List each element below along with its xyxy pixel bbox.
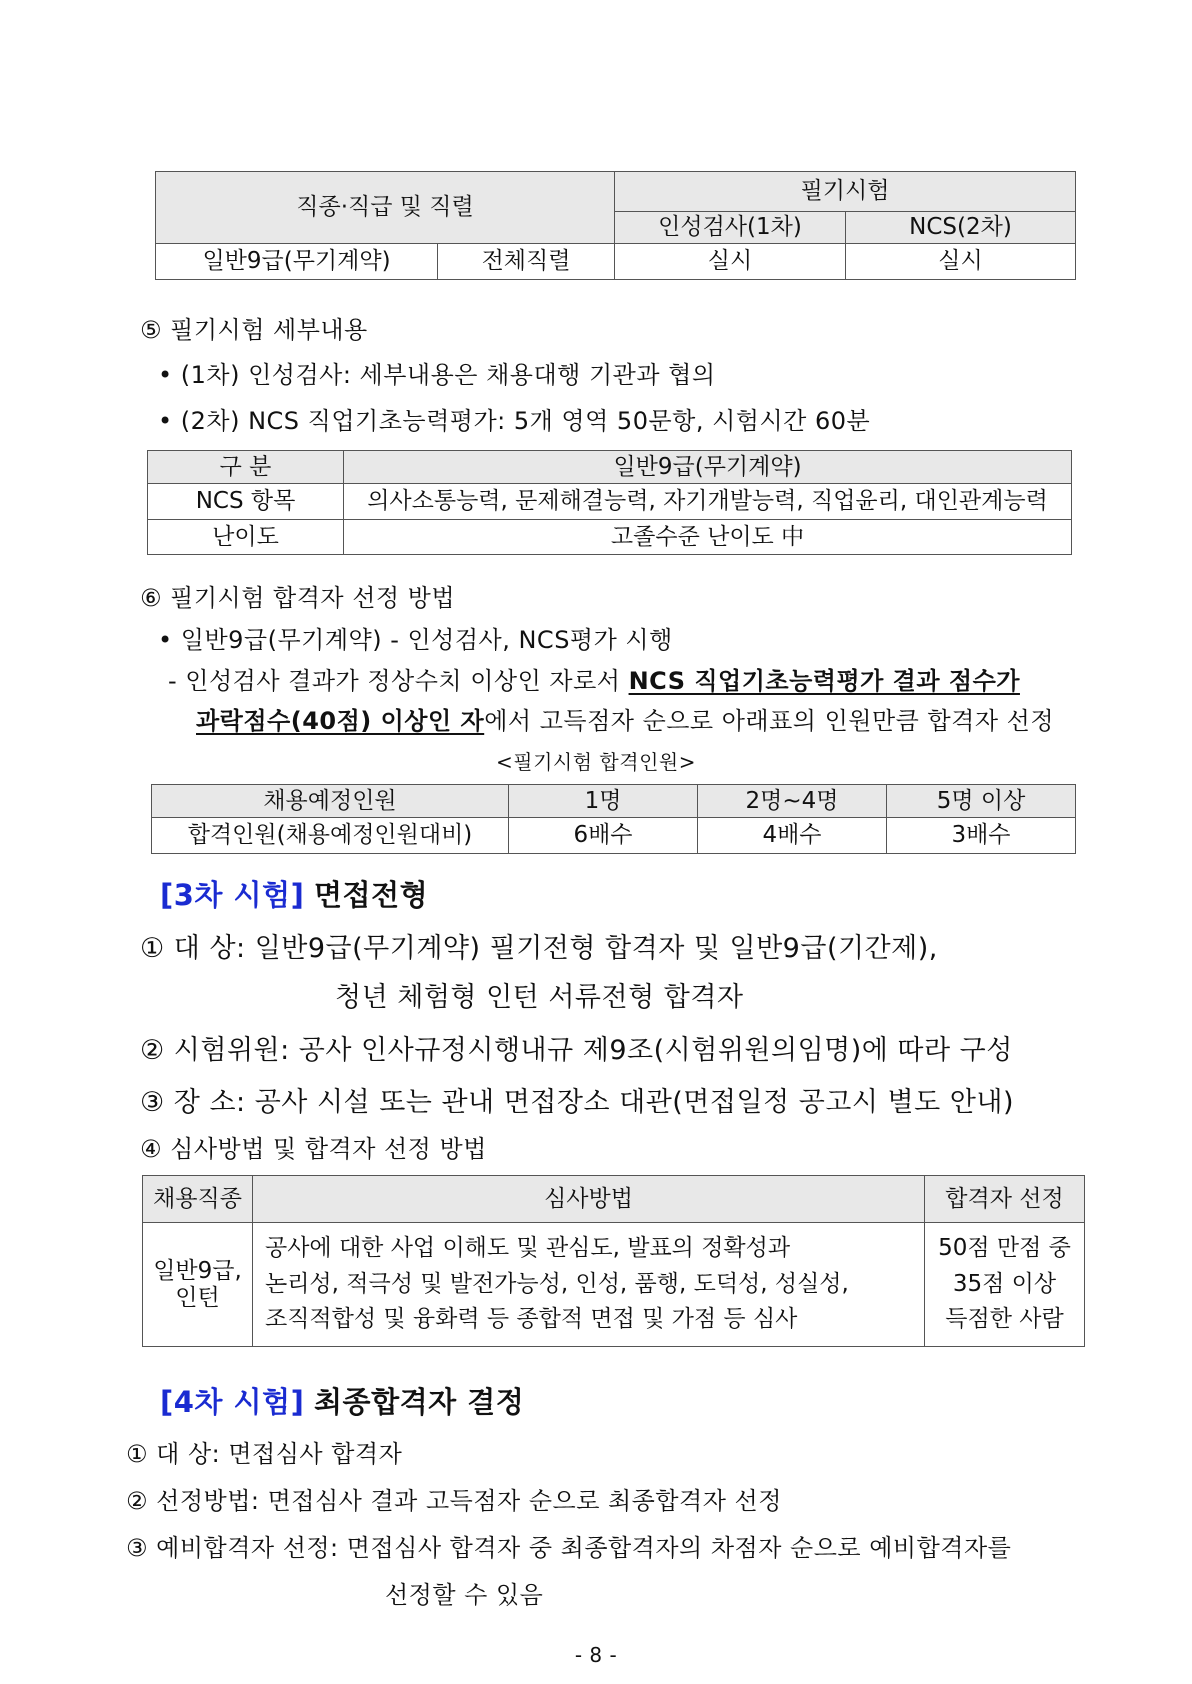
section-title: 최종합격자 결정	[314, 1385, 525, 1419]
table-header-cell: 5명 이상	[887, 785, 1076, 818]
table-cell	[253, 1223, 925, 1347]
job-category-header: 직종·직급 및 직렬	[156, 172, 615, 244]
table-cell	[925, 1223, 1085, 1347]
written-exam-header: 필기시험	[615, 172, 1076, 212]
section-tag: [4차 시험]	[160, 1385, 305, 1419]
3rd-exam-method-title: ④ 심사방법 및 합격자 선정 방법	[140, 1135, 487, 1163]
table-cell: 실시	[846, 244, 1076, 280]
general-grade-header: 일반9급(무기계약)	[344, 451, 1072, 484]
table-cell: 실시	[615, 244, 846, 280]
section-5-bullet-2: • (2차) NCS 직업기초능력평가: 5개 영역 50문항, 시험시간 60분	[158, 407, 871, 435]
section-6-detail-line-1	[168, 661, 1020, 696]
table-caption: <필기시험 합격인원>	[496, 750, 696, 774]
4th-exam-reserve: ③ 예비합격자 선정: 면접심사 합격자 중 최종합격자의 차점자 순으로 예비합격자를	[126, 1534, 1012, 1562]
section-5-title: ⑤ 필기시험 세부내용	[140, 316, 368, 344]
3rd-exam-committee: ② 시험위원: 공사 인사규정시행내규 제9조(시험위원의임명)에 따라 구성	[140, 1035, 1013, 1066]
personality-test-header: 인성검사(1차)	[615, 212, 846, 244]
table-header-cell: 1명	[509, 785, 698, 818]
criteria-line: 50점 만점 중	[938, 1235, 1071, 1262]
4th-exam-method: ② 선정방법: 면접심사 결과 고득점자 순으로 최종합격자 선정	[126, 1487, 782, 1515]
table-cell: 일반9급(무기계약)	[156, 244, 438, 280]
table-header-cell: 채용예정인원	[152, 785, 509, 818]
table-header-cell: 채용직종	[143, 1176, 253, 1223]
section-6-title: ⑥ 필기시험 합격자 선정 방법	[140, 584, 456, 612]
detail-text: - 인성검사 결과가 정상수치 이상인 자로서	[168, 667, 629, 695]
section-3rd-exam-heading	[160, 873, 428, 914]
method-line: 논리성, 적극성 및 발전가능성, 인성, 품행, 도덕성, 성실성,	[265, 1270, 849, 1297]
3rd-exam-location: ③ 장 소: 공사 시설 또는 관내 면접장소 대관(면접일정 공고시 별도 안내)	[140, 1087, 1014, 1118]
table-header-cell: 심사방법	[253, 1176, 925, 1223]
table-cell: NCS 항목	[148, 484, 344, 520]
ncs-detail-table	[147, 450, 1072, 555]
page-number: - 8 -	[574, 1643, 618, 1667]
emphasis-text: 과락점수(40점) 이상인 자	[196, 707, 485, 735]
criteria-line: 35점 이상	[952, 1270, 1057, 1297]
3rd-exam-target-cont: 청년 체험형 인턴 서류전형 합격자	[335, 982, 744, 1013]
section-6-bullet-1: • 일반9급(무기계약) - 인성검사, NCS평가 시행	[158, 626, 673, 654]
table-cell: 의사소통능력, 문제해결능력, 자기개발능력, 직업윤리, 대인관계능력	[344, 484, 1072, 520]
detail-text: 에서 고득점자 순으로 아래표의 인원만큼 합격자 선정	[484, 707, 1055, 735]
table-header-cell: 합격자 선정	[925, 1176, 1085, 1223]
table-header-cell: 2명~4명	[698, 785, 887, 818]
section-tag: [3차 시험]	[160, 878, 305, 912]
section-6-detail-line-2	[196, 701, 1054, 736]
4th-exam-reserve-cont: 선정할 수 있음	[385, 1581, 544, 1609]
table-cell: 고졸수준 난이도 中	[344, 520, 1072, 555]
table-cell: 전체직렬	[438, 244, 615, 280]
3rd-exam-target: ① 대 상: 일반9급(무기계약) 필기전형 합격자 및 일반9급(기간제),	[140, 933, 938, 964]
table-cell: 6배수	[509, 818, 698, 854]
method-line: 조직적합성 및 융화력 등 종합적 면접 및 가점 등 심사	[265, 1306, 798, 1333]
ncs-header: NCS(2차)	[846, 212, 1076, 244]
table-cell: 합격인원(채용예정인원대비)	[152, 818, 509, 854]
method-line: 공사에 대한 사업 이해도 및 관심도, 발표의 정확성과	[265, 1235, 791, 1262]
interview-table	[142, 1175, 1085, 1347]
4th-exam-target: ① 대 상: 면접심사 합격자	[126, 1440, 403, 1468]
criteria-line: 득점한 사람	[945, 1306, 1064, 1333]
emphasis-text: NCS 직업기초능력평가 결과 점수가	[628, 667, 1020, 695]
table-cell: 3배수	[887, 818, 1076, 854]
category-header: 구 분	[148, 451, 344, 484]
section-4th-exam-heading	[160, 1380, 524, 1421]
section-5-bullet-1: • (1차) 인성검사: 세부내용은 채용대행 기관과 협의	[158, 361, 716, 389]
exam-type-table	[155, 171, 1076, 280]
pass-count-table	[151, 784, 1076, 854]
table-cell: 일반9급, 인턴	[143, 1223, 253, 1347]
table-cell: 4배수	[698, 818, 887, 854]
section-title: 면접전형	[314, 878, 429, 912]
table-cell: 난이도	[148, 520, 344, 555]
